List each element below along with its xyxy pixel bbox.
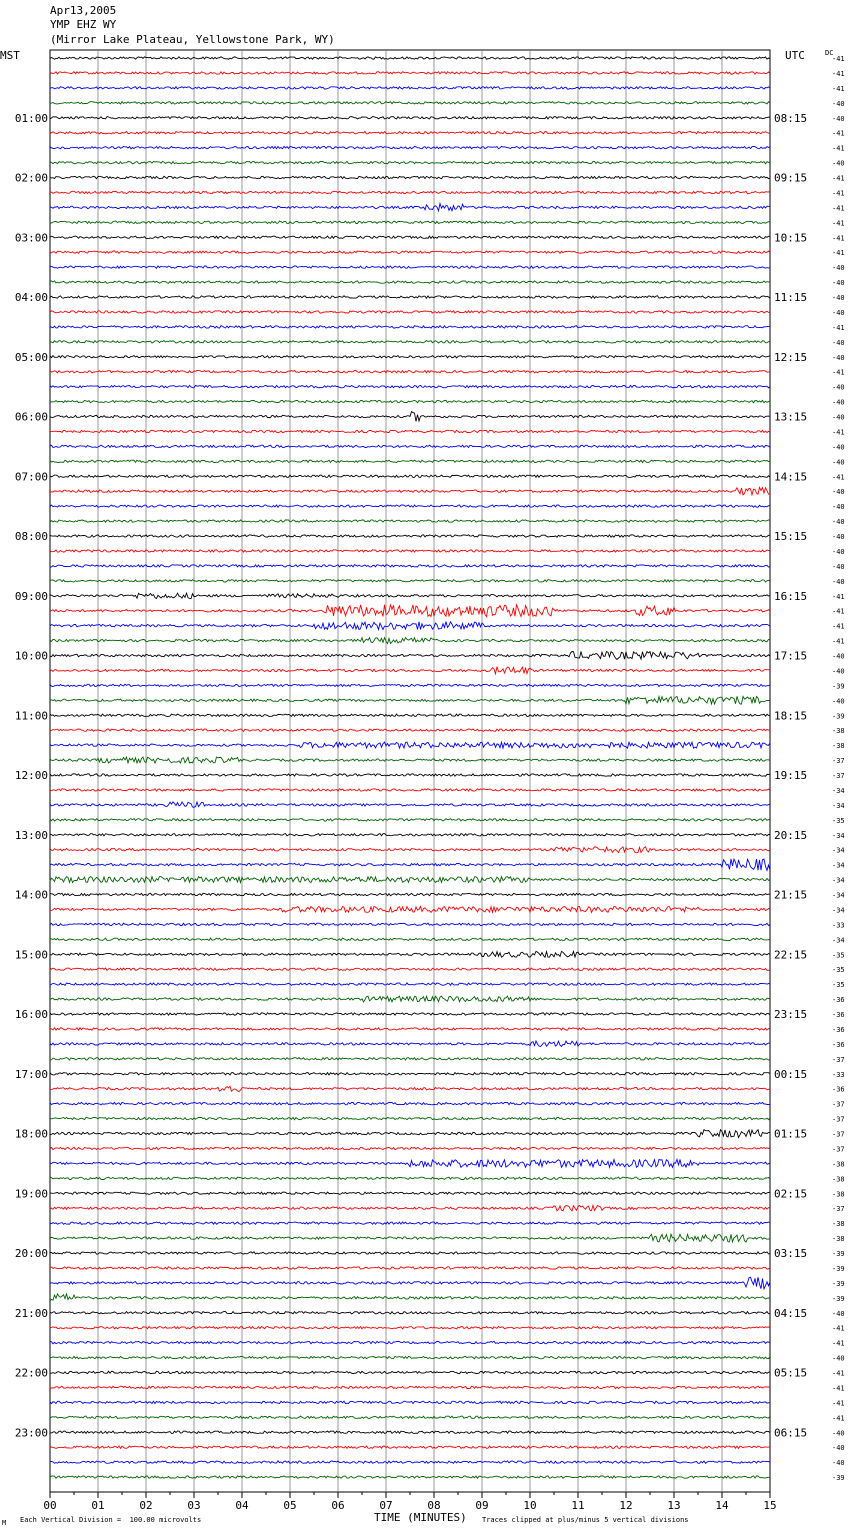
- seismic-trace: [50, 565, 770, 567]
- seismic-trace: [50, 1416, 770, 1418]
- seismic-trace: [50, 1058, 770, 1060]
- seismic-trace: [50, 1147, 770, 1149]
- dc-label: DC: [825, 49, 834, 57]
- x-tick-label: 02: [139, 1499, 153, 1512]
- x-tick-label: 08: [427, 1499, 441, 1512]
- dc-offset-label: -40: [832, 488, 845, 497]
- seismic-trace: [50, 968, 770, 970]
- left-hour-label: 14:00: [14, 888, 48, 902]
- right-timezone-label: UTC: [785, 49, 805, 62]
- dc-offset-label: -40: [832, 458, 845, 467]
- dc-offset-label: -34: [832, 876, 845, 885]
- dc-offset-label: -35: [832, 966, 845, 975]
- seismic-trace: [50, 1277, 770, 1289]
- dc-offset-label: -34: [832, 861, 845, 870]
- seismic-trace: [50, 593, 770, 599]
- seismic-trace: [50, 652, 770, 660]
- seismic-trace: [50, 951, 770, 957]
- seismic-trace: [50, 87, 770, 89]
- seismic-trace: [50, 605, 770, 617]
- header-date: Apr13,2005: [50, 4, 117, 17]
- dc-offset-label: -37: [832, 1130, 845, 1139]
- seismic-trace: [50, 356, 770, 358]
- seismic-trace: [50, 1130, 770, 1138]
- seismic-trace: [50, 326, 770, 328]
- dc-offset-label: -40: [832, 518, 845, 527]
- left-hour-label: 18:00: [14, 1127, 48, 1141]
- dc-offset-label: -40: [832, 1459, 845, 1468]
- dc-offset-label: -40: [832, 413, 845, 422]
- x-tick-label: 00: [43, 1499, 57, 1512]
- dc-offset-label: -41: [832, 189, 845, 198]
- seismic-trace: [50, 1371, 770, 1373]
- x-tick-label: 12: [619, 1499, 633, 1512]
- dc-offset-label: -40: [832, 398, 845, 407]
- right-hour-label: 09:15: [774, 171, 808, 185]
- seismic-trace: [50, 266, 770, 268]
- left-hour-label: 10:00: [14, 649, 48, 663]
- right-hour-label: 11:15: [774, 291, 808, 304]
- dc-offset-label: -40: [832, 1429, 845, 1438]
- seismic-trace: [50, 1356, 770, 1358]
- right-hour-label: 08:15: [774, 111, 808, 125]
- dc-offset-label: -41: [832, 368, 845, 377]
- seismic-trace: [50, 117, 770, 119]
- dc-offset-label: -40: [832, 279, 845, 288]
- left-hour-label: 19:00: [14, 1187, 48, 1201]
- seismic-trace: [50, 535, 770, 537]
- seismic-trace: [50, 667, 770, 674]
- seismic-trace: [50, 505, 770, 507]
- right-hour-label: 04:15: [774, 1306, 808, 1320]
- dc-offset-label: -41: [832, 1399, 845, 1408]
- right-hour-label: 06:15: [774, 1426, 808, 1440]
- seismic-trace: [50, 1222, 770, 1224]
- seismic-trace: [50, 1028, 770, 1030]
- right-hour-label: 23:15: [774, 1008, 808, 1021]
- scale-note: Each Vertical Division = 100.00 microvolts: [20, 1516, 202, 1524]
- right-hour-label: 17:15: [774, 649, 808, 663]
- left-hour-label: 07:00: [14, 470, 48, 484]
- seismic-trace: [50, 877, 770, 883]
- dc-offset-label: -39: [832, 1294, 845, 1303]
- seismic-trace: [50, 296, 770, 298]
- seismic-trace: [50, 622, 770, 630]
- seismic-trace: [50, 1386, 770, 1388]
- dc-offset-label: -40: [832, 652, 845, 661]
- seismic-trace: [50, 996, 770, 1002]
- right-hour-label: 03:15: [774, 1247, 808, 1260]
- seismic-trace: [50, 430, 770, 432]
- right-hour-label: 13:15: [774, 410, 808, 424]
- seismic-trace: [50, 907, 770, 913]
- left-hour-label: 23:00: [14, 1426, 48, 1440]
- left-hour-label: 08:00: [14, 530, 48, 543]
- left-hour-label: 20:00: [14, 1247, 48, 1260]
- dc-offset-label: -40: [832, 562, 845, 571]
- right-hour-label: 00:15: [774, 1067, 808, 1081]
- x-tick-label: 10: [523, 1499, 537, 1512]
- dc-offset-label: -41: [832, 1324, 845, 1333]
- seismic-trace: [50, 520, 770, 522]
- seismic-trace: [50, 487, 770, 495]
- seismic-trace: [50, 802, 770, 807]
- left-hour-label: 12:00: [14, 769, 48, 782]
- dc-offset-label: -40: [832, 533, 845, 541]
- dc-offset-label: -34: [832, 831, 845, 840]
- dc-offset-label: -38: [832, 1220, 845, 1229]
- dc-offset-label: -41: [832, 592, 845, 601]
- seismic-trace: [50, 1086, 770, 1091]
- right-hour-label: 20:15: [774, 828, 808, 842]
- dc-offset-label: -38: [832, 1235, 845, 1244]
- dc-offset-label: -35: [832, 981, 845, 990]
- dc-offset-label: -38: [832, 1175, 845, 1184]
- dc-offset-label: -39: [832, 1279, 845, 1288]
- dc-offset-label: -41: [832, 637, 845, 646]
- dc-offset-label: -34: [832, 786, 845, 795]
- seismic-trace: [50, 1205, 770, 1211]
- x-tick-label: 05: [283, 1499, 297, 1512]
- dc-offset-label: -37: [832, 1055, 845, 1064]
- seismic-trace: [50, 789, 770, 791]
- dc-offset-label: -41: [832, 1414, 845, 1423]
- dc-offset-label: -33: [832, 921, 845, 930]
- dc-offset-label: -40: [832, 383, 845, 392]
- x-tick-label: 03: [187, 1499, 201, 1512]
- dc-offset-label: -41: [832, 55, 845, 63]
- dc-offset-label: -40: [832, 114, 845, 123]
- seismic-trace: [50, 819, 770, 821]
- right-hour-label: 22:15: [774, 948, 808, 962]
- seismic-trace: [50, 580, 770, 582]
- dc-offset-label: -40: [832, 1444, 845, 1453]
- right-hour-label: 02:15: [774, 1187, 808, 1201]
- left-hour-label: 02:00: [14, 171, 48, 185]
- seismic-trace: [50, 341, 770, 343]
- left-hour-label: 04:00: [14, 291, 48, 304]
- dc-offset-label: -38: [832, 742, 845, 751]
- dc-offset-label: -40: [832, 338, 845, 347]
- seismic-trace: [50, 1073, 770, 1075]
- right-hour-label: 14:15: [774, 470, 808, 484]
- dc-offset-label: -39: [832, 712, 845, 721]
- seismic-trace: [50, 834, 770, 836]
- seismic-trace: [50, 236, 770, 238]
- dc-offset-label: -34: [832, 846, 845, 855]
- dc-offset-label: -37: [832, 1100, 845, 1109]
- dc-offset-label: -33: [832, 1070, 845, 1079]
- dc-offset-label: -40: [832, 1309, 845, 1318]
- dc-offset-label: -38: [832, 727, 845, 736]
- seismic-trace: [50, 176, 770, 178]
- dc-offset-label: -41: [832, 204, 845, 213]
- seismic-trace: [50, 251, 770, 253]
- seismic-trace: [50, 1013, 770, 1015]
- dc-offset-label: -34: [832, 801, 845, 810]
- dc-offset-label: -39: [832, 1250, 845, 1258]
- dc-offset-label: -38: [832, 1160, 845, 1169]
- left-hour-label: 13:00: [14, 828, 48, 842]
- left-hour-label: 05:00: [14, 350, 48, 364]
- seismic-trace: [50, 445, 770, 447]
- dc-offset-label: -40: [832, 308, 845, 317]
- dc-offset-label: -40: [832, 264, 845, 273]
- seismic-trace: [50, 1446, 770, 1448]
- x-tick-label: 11: [571, 1499, 585, 1512]
- dc-offset-label: -41: [832, 129, 845, 138]
- x-tick-label: 04: [235, 1499, 249, 1512]
- x-tick-label: 13: [667, 1499, 681, 1512]
- seismic-trace: [50, 893, 770, 895]
- seismic-trace: [50, 1159, 770, 1167]
- seismic-trace: [50, 1341, 770, 1343]
- dc-offset-label: -37: [832, 1115, 845, 1124]
- seismic-trace: [50, 146, 770, 148]
- dc-offset-label: -41: [832, 323, 845, 332]
- seismic-trace: [50, 923, 770, 925]
- seismic-trace: [50, 983, 770, 985]
- dc-offset-label: -41: [832, 607, 845, 616]
- dc-offset-label: -41: [832, 1369, 845, 1378]
- seismic-trace: [50, 102, 770, 104]
- dc-offset-label: -40: [832, 159, 845, 168]
- seismic-trace: [50, 221, 770, 223]
- seismic-trace: [50, 371, 770, 373]
- left-hour-label: 15:00: [14, 948, 48, 962]
- dc-offset-label: -41: [832, 234, 845, 243]
- dc-offset-label: -39: [832, 682, 845, 691]
- clip-note: Traces clipped at plus/minus 5 vertical divisions: [482, 1516, 689, 1524]
- dc-offset-label: -40: [832, 547, 845, 556]
- seismic-trace: [50, 191, 770, 193]
- dc-offset-label: -35: [832, 951, 845, 960]
- seismic-trace: [50, 757, 770, 763]
- seismic-trace: [50, 1312, 770, 1314]
- dc-offset-label: -40: [832, 697, 845, 706]
- seismic-trace: [50, 638, 770, 644]
- dc-offset-label: -40: [832, 503, 845, 512]
- dc-offset-label: -37: [832, 757, 845, 766]
- left-hour-label: 06:00: [14, 410, 48, 424]
- dc-offset-label: -36: [832, 1025, 845, 1034]
- seismic-trace: [50, 1041, 770, 1047]
- dc-offset-label: -41: [832, 174, 845, 183]
- dc-offset-label: -35: [832, 816, 845, 825]
- seismic-trace: [50, 311, 770, 313]
- seismic-trace: [50, 1117, 770, 1119]
- seismic-trace: [50, 475, 770, 477]
- dc-offset-label: -40: [832, 577, 845, 586]
- seismic-trace: [50, 684, 770, 686]
- dc-offset-label: -40: [832, 443, 845, 452]
- seismic-trace: [50, 859, 770, 871]
- dc-offset-label: -36: [832, 1085, 845, 1094]
- right-hour-label: 10:15: [774, 231, 808, 245]
- seismic-trace: [50, 1476, 770, 1478]
- right-hour-label: 16:15: [774, 589, 808, 603]
- right-hour-label: 01:15: [774, 1127, 808, 1141]
- dc-offset-label: -40: [832, 99, 845, 108]
- seismic-trace: [50, 1294, 770, 1301]
- header-station: YMP EHZ WY: [50, 18, 117, 31]
- dc-offset-label: -34: [832, 891, 845, 900]
- seismic-trace: [50, 1431, 770, 1433]
- right-hour-label: 15:15: [774, 530, 808, 543]
- dc-offset-label: -41: [832, 69, 845, 78]
- dc-offset-label: -40: [832, 294, 845, 302]
- dc-offset-label: -41: [832, 84, 845, 93]
- dc-offset-label: -41: [832, 219, 845, 228]
- dc-offset-label: -37: [832, 1145, 845, 1154]
- x-tick-label: 15: [763, 1499, 777, 1512]
- left-hour-label: 11:00: [14, 709, 48, 723]
- dc-offset-label: -41: [832, 428, 845, 437]
- dc-offset-label: -41: [832, 249, 845, 258]
- seismic-trace: [50, 460, 770, 462]
- dc-offset-label: -39: [832, 1474, 845, 1483]
- right-hour-label: 19:15: [774, 769, 808, 782]
- x-tick-label: 09: [475, 1499, 489, 1512]
- seismic-trace: [50, 412, 770, 422]
- seismic-trace: [50, 1177, 770, 1179]
- right-hour-label: 12:15: [774, 350, 808, 364]
- dc-offset-label: -36: [832, 1011, 845, 1019]
- seismic-trace: [50, 1267, 770, 1269]
- dc-offset-label: -40: [832, 667, 845, 676]
- seismic-trace: [50, 774, 770, 776]
- left-hour-label: 17:00: [14, 1067, 48, 1081]
- seismic-trace: [50, 1327, 770, 1329]
- seismic-trace: [50, 714, 770, 716]
- dc-offset-label: -39: [832, 1264, 845, 1273]
- left-hour-label: 22:00: [14, 1366, 48, 1380]
- dc-offset-label: -34: [832, 936, 845, 945]
- header-location: (Mirror Lake Plateau, Yellowstone Park, WY): [50, 33, 335, 46]
- dc-offset-label: -36: [832, 996, 845, 1005]
- left-hour-label: 09:00: [14, 589, 48, 603]
- dc-offset-label: -36: [832, 1040, 845, 1049]
- left-timezone-label: MST: [0, 49, 20, 62]
- left-hour-label: 03:00: [14, 231, 48, 245]
- seismic-trace: [50, 1192, 770, 1194]
- seismic-trace: [50, 847, 770, 853]
- x-tick-label: 07: [379, 1499, 393, 1512]
- seismic-trace: [50, 161, 770, 163]
- dc-offset-label: -40: [832, 1354, 845, 1363]
- left-hour-label: 01:00: [14, 111, 48, 125]
- left-hour-label: 16:00: [14, 1008, 48, 1021]
- seismic-trace: [50, 696, 770, 704]
- right-hour-label: 21:15: [774, 888, 808, 902]
- x-axis-title: TIME (MINUTES): [374, 1511, 467, 1524]
- seismic-trace: [50, 1252, 770, 1254]
- seismic-trace: [50, 57, 770, 59]
- seismic-trace: [50, 281, 770, 283]
- seismic-trace: [50, 132, 770, 134]
- corner-mark: M: [2, 1519, 7, 1527]
- dc-offset-label: -38: [832, 1190, 845, 1199]
- dc-offset-label: -41: [832, 144, 845, 153]
- seismic-trace: [50, 938, 770, 940]
- seismic-trace: [50, 72, 770, 74]
- seismic-trace: [50, 742, 770, 748]
- dc-offset-label: -41: [832, 622, 845, 631]
- seismic-trace: [50, 1401, 770, 1403]
- x-tick-label: 14: [715, 1499, 729, 1512]
- dc-offset-label: -41: [832, 473, 845, 482]
- seismic-trace: [50, 1102, 770, 1104]
- seismic-trace: [50, 1234, 770, 1242]
- dc-offset-label: -37: [832, 772, 845, 780]
- dc-offset-label: -40: [832, 353, 845, 362]
- x-tick-label: 06: [331, 1499, 345, 1512]
- dc-offset-label: -41: [832, 1339, 845, 1348]
- right-hour-label: 05:15: [774, 1366, 808, 1380]
- dc-offset-label: -34: [832, 906, 845, 915]
- seismic-trace: [50, 400, 770, 402]
- seismic-trace: [50, 550, 770, 552]
- x-tick-label: 01: [91, 1499, 105, 1512]
- dc-offset-label: -41: [832, 1384, 845, 1393]
- dc-offset-label: -37: [832, 1205, 845, 1214]
- seismic-trace: [50, 729, 770, 731]
- right-hour-label: 18:15: [774, 709, 808, 723]
- left-hour-label: 21:00: [14, 1306, 48, 1320]
- seismic-trace: [50, 385, 770, 387]
- seismic-trace: [50, 204, 770, 211]
- seismic-trace: [50, 1461, 770, 1463]
